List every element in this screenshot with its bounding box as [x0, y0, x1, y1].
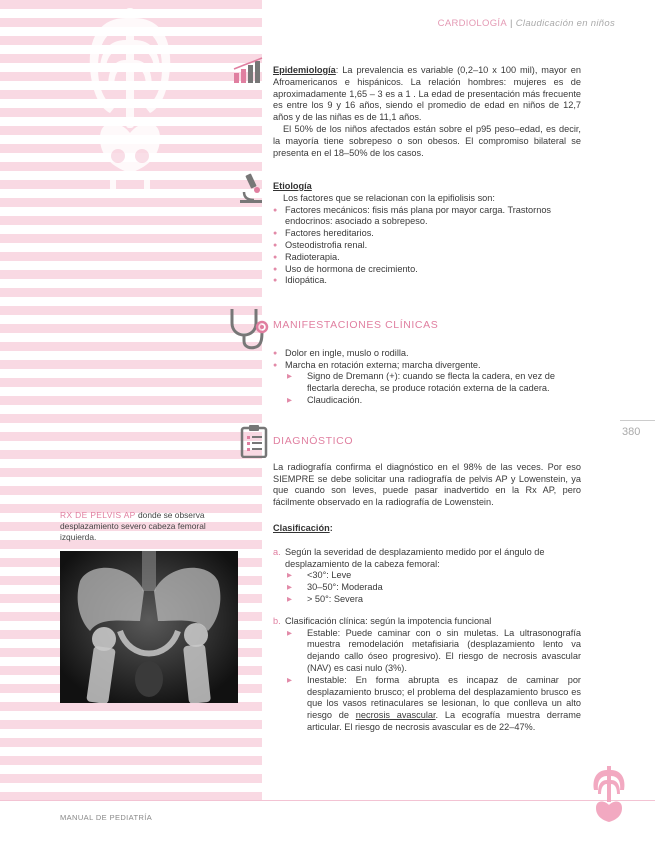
manifestaciones-title: MANIFESTACIONES CLÍNICAS	[273, 319, 439, 331]
page-number: 380	[622, 426, 641, 438]
list-item: ▶ > 50°: Severa	[285, 594, 581, 606]
clasificacion-a	[273, 547, 581, 571]
list-item: ● Marcha en rotación externa; marcha divergente.	[273, 360, 581, 372]
etiologia-section	[273, 181, 581, 287]
clasificacion-b-label: b.	[273, 615, 281, 626]
skeleton-small-icon	[588, 766, 630, 824]
epidemiologia-paragraph-2: El 50% de los niños afectados están sobre el p95 peso–edad, es decir, la mayoría tiene sobrepeso o son obesos. El compromiso bilateral se presenta en el 18–50% de los casos.	[273, 123, 581, 158]
clasificacion-title: Clasificación	[273, 522, 330, 533]
list-item: ▶ Claudicación.	[285, 395, 581, 407]
footer-line	[0, 800, 655, 801]
list-item	[285, 675, 581, 734]
caption-text: donde se observa desplazamiento severo cabeza femoral izquierda.	[60, 510, 206, 542]
header-separator: |	[509, 18, 513, 29]
manifestaciones-sublist	[273, 371, 581, 406]
clasificacion-a-text: Según la severidad de desplazamiento medido por el ángulo de desplazamiento de la cabeza femoral:	[285, 546, 545, 569]
etiologia-title: Etiología	[273, 181, 312, 191]
clasificacion-b-text: Clasificación clínica: según la impotencia funcional	[285, 615, 492, 626]
microscope-icon	[238, 172, 266, 204]
etiologia-intro: Los factores que se relacionan con la epifiolisis son:	[283, 192, 495, 203]
list-item: ● Factores mecánicos: fisis más plana por mayor carga. Trastornos endocrinos: asociado a sobrepeso.	[273, 205, 581, 229]
page-footer: MANUAL DE PEDIATRÍA	[60, 813, 153, 822]
bar-chart-icon	[232, 57, 266, 83]
diagnostico-section: DIAGNÓSTICO La radiografía confirma el diagnóstico en el 98% de las veces. Por eso SIEMPRE se debe solicitar una radiografía de pelvis AP y Lowenstein, ya que cuando son leves, puede pasar inadvertido en la Rx AP, pero fácilmente observado en la radiografía de Lowenstein. Clasificación: a. Según la severidad de desplazamiento medido por el ángulo de desplazamiento de la cabeza femoral: ▶ <30°: Leve ▶ 30–50°: Moderada ▶ > 50°: Severa b. Clasificación clínica: según la impotencia funcional ▶ Estable: Puede caminar con o sin muletas. La ultrasonografía muestra remodelación metafisiaria (desplazamiento lento va dejando callo óseo progresivo). El riesgo de necrosis avascular (NAV) es casi nulo (3%). ▶ Inestable: En forma abrupta es incapaz de caminar por desplazamiento brusco; el problema del desplazamiento brusco es que los vasos retinaculares se lesionan, lo que conlleva un alto riesgo de necrosis avascular. La ecografía muestra derrame articular. El riesgo de necrosis avascular es de 22–47%.	[273, 436, 581, 734]
list-item: ▶ 30–50°: Moderada	[285, 582, 581, 594]
diagnostico-title: DIAGNÓSTICO	[273, 435, 354, 447]
figure-caption	[60, 510, 240, 543]
list-item: ● Dolor en ingle, muslo o rodilla.	[273, 348, 581, 360]
etiologia-list	[273, 205, 581, 288]
page-number-rule	[620, 420, 655, 421]
epidemiologia-paragraph-1	[273, 65, 581, 124]
pelvis-xray-image	[60, 551, 238, 703]
epidemiologia-section	[273, 65, 581, 159]
list-item: ▶ Signo de Dremann (+): cuando se flecta la cadera, en vez de flectarla derecha, se produce rotación externa de la cadera.	[285, 371, 581, 395]
inestable-text: Inestable: En forma abrupta es incapaz de caminar por desplazamiento brusco; el problema del desplazamiento brusco es que los vasos retinaculares se lesionan, lo que conlleva un alto riesgo de	[307, 674, 581, 721]
epidemiologia-title: Epidemiología	[273, 65, 336, 75]
list-item: ● Idiopática.	[273, 275, 581, 287]
clasificacion-a-list	[273, 570, 581, 605]
clasificacion-b	[273, 616, 581, 628]
caption-highlight: RX DE PELVIS AP	[60, 510, 136, 520]
manifestaciones-list	[273, 348, 581, 372]
list-item: ● Uso de hormona de crecimiento.	[273, 264, 581, 276]
header-section: CARDIOLOGÍA	[437, 18, 507, 29]
list-item: ● Factores hereditarios.	[273, 228, 581, 240]
list-item: ● Osteodistrofia renal.	[273, 240, 581, 252]
epidemiologia-text-1: : La prevalencia es variable (0,2–10 x 100 mil), mayor en Afroamericanos e hispánicos. La relación hombres: mujeres es de aproximadamente 1,65 – 3 es a 1 . La edad de presentación más frecuente es entre los 9 y 16 años, siendo el promedio de edad en niños de 12,7 años y de las niñas es de 11,1 años.	[273, 65, 581, 123]
clasificacion-a-label: a.	[273, 546, 281, 557]
diagnostico-paragraph: La radiografía confirma el diagnóstico en el 98% de las veces. Por eso SIEMPRE se debe solicitar una radiografía de pelvis AP y Lowenstein, ya que cuando son leves, puede pasar inadvertido en la Rx AP, pero fácilmente observado en la radiografía de Lowenstein.	[273, 461, 581, 508]
skeleton-illustration	[70, 8, 190, 198]
list-item: ● Radioterapia.	[273, 252, 581, 264]
list-item: ▶ <30°: Leve	[285, 570, 581, 582]
necrosis-avascular-term: necrosis avascular	[355, 710, 436, 721]
manifestaciones-section	[273, 320, 581, 407]
clasificacion-b-list	[273, 628, 581, 734]
header-subtitle: Claudicación en niños	[515, 18, 615, 29]
clipboard-icon	[240, 424, 268, 458]
inestable-text-end: . La ecografía muestra derrame articular. El riesgo de necrosis avascular es de 22–47%.	[307, 710, 581, 732]
stethoscope-icon	[226, 305, 270, 351]
page-header	[438, 18, 615, 29]
list-item: ▶ Estable: Puede caminar con o sin muletas. La ultrasonografía muestra remodelación metafisiaria (desplazamiento lento va dejando callo óseo progresivo). El riesgo de necrosis avascular (NAV) es casi nulo (3%).	[285, 628, 581, 675]
